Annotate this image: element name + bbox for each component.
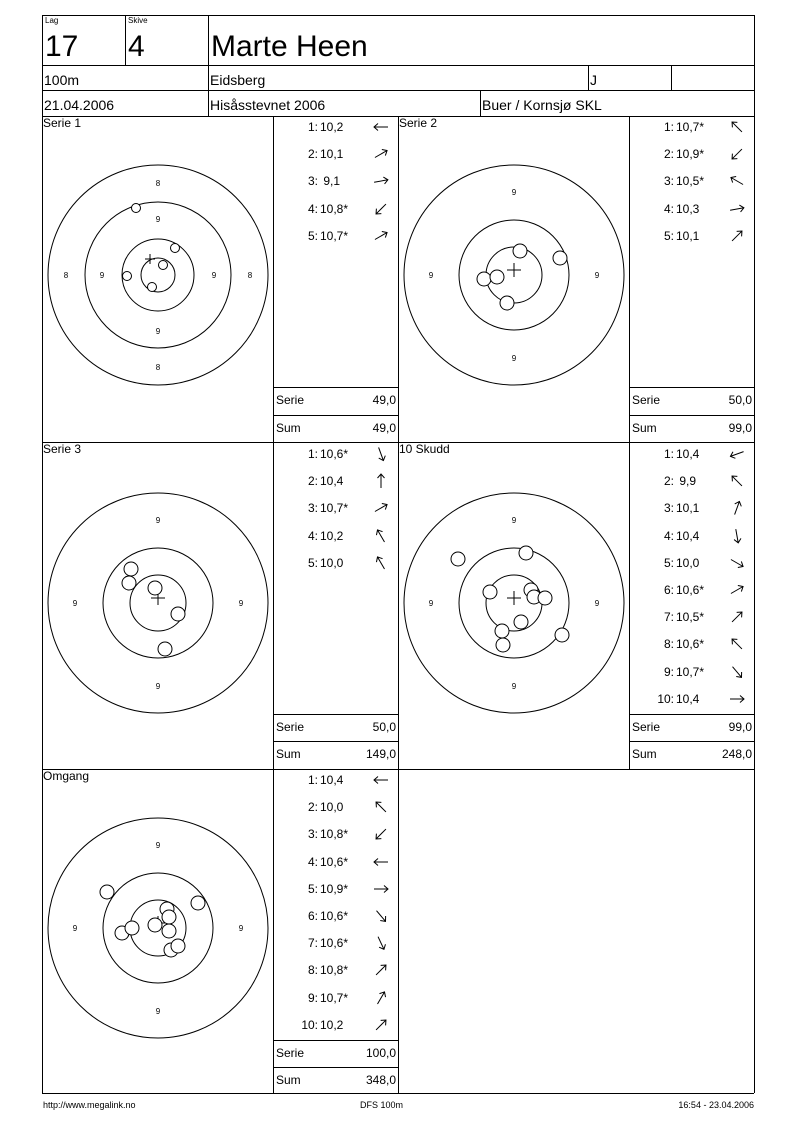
direction-arrow-icon — [728, 445, 746, 463]
shot-row — [273, 961, 398, 979]
direction-arrow-icon — [372, 499, 390, 517]
shot-direction — [372, 118, 390, 139]
shot-row — [629, 227, 754, 245]
ring-number-label: 9 — [511, 188, 517, 197]
shot-impact — [496, 638, 510, 652]
shot-value: 9,1 — [320, 174, 341, 189]
lag-value: 17 — [45, 30, 79, 63]
shot-impact — [514, 615, 528, 629]
direction-arrow-icon — [728, 690, 746, 708]
shot-impact — [125, 921, 139, 935]
shot-row — [629, 663, 754, 681]
shot-row — [629, 581, 754, 599]
shot-row — [273, 118, 398, 136]
ring-number-label: 9 — [155, 215, 161, 224]
ring-number-label: 9 — [155, 516, 161, 525]
panel-title: 10 Skudd — [399, 442, 450, 456]
shot-value: 10,6* — [320, 854, 349, 869]
serie-value: 50,0 — [372, 720, 396, 734]
ring-number-label: 9 — [594, 599, 600, 608]
footer-center: DFS 100m — [360, 1100, 404, 1110]
shot-value: 10,0 — [320, 800, 344, 815]
shot-value: 10,3 — [676, 201, 700, 216]
shot-value: 10,4 — [676, 447, 700, 461]
ring-number-label: 9 — [511, 354, 517, 363]
target-ring — [141, 258, 175, 292]
ring-number-label: 8 — [155, 179, 161, 188]
ring-number-label: 9 — [72, 599, 78, 608]
ring-number-label: 8 — [63, 271, 69, 280]
shot-value: 10,4 — [320, 773, 344, 787]
shot-row — [629, 635, 754, 653]
sum-value: 49,0 — [372, 421, 396, 435]
shot-direction — [728, 118, 746, 139]
direction-arrow-icon — [728, 172, 746, 190]
shot-direction — [372, 527, 390, 548]
shot-value: 10,2 — [320, 120, 344, 134]
shot-value: 10,6* — [320, 936, 349, 951]
shot-direction — [372, 989, 390, 1010]
shot-value: 10,4 — [676, 691, 700, 706]
shot-row — [629, 499, 754, 517]
direction-arrow-icon — [372, 472, 390, 490]
serie-label: Serie — [632, 393, 661, 407]
shot-direction — [728, 663, 746, 684]
shot-impact — [159, 261, 168, 270]
class: J — [590, 72, 597, 88]
ring-number-label: 9 — [211, 271, 217, 280]
ring-number-label: 9 — [428, 271, 434, 280]
sum-label: Sum — [276, 421, 301, 435]
direction-arrow-icon — [728, 145, 746, 163]
shot-value: 10,6* — [676, 583, 705, 597]
lag-label: Lag — [45, 16, 59, 25]
club: Eidsberg — [210, 72, 266, 88]
shot-row — [629, 200, 754, 218]
shot-direction — [728, 445, 746, 466]
footer-timestamp: 16:54 - 23.04.2006 — [678, 1100, 754, 1110]
shot-direction — [372, 499, 390, 520]
shot-number: 3: — [307, 501, 318, 516]
shot-value: 10,2 — [320, 1017, 344, 1032]
sum-value: 149,0 — [365, 747, 396, 761]
venue: Buer / Kornsjø SKL — [482, 97, 602, 113]
shot-number: 5: — [307, 881, 318, 896]
shot-number: 5: — [663, 228, 674, 243]
shot-value: 10,4 — [320, 474, 344, 489]
direction-arrow-icon — [372, 1016, 390, 1034]
sum-value: 348,0 — [365, 1073, 396, 1087]
shot-row — [273, 771, 398, 789]
shot-row — [629, 690, 754, 708]
shot-value: 10,7* — [320, 990, 349, 1005]
shot-row — [273, 825, 398, 843]
shot-direction — [728, 172, 746, 193]
direction-arrow-icon — [372, 118, 390, 136]
shot-direction — [372, 1016, 390, 1037]
ring-number-label: 9 — [238, 924, 244, 933]
shot-row — [273, 880, 398, 898]
ring-number-label: 9 — [594, 271, 600, 280]
shot-impact — [132, 204, 141, 213]
shot-impact — [483, 585, 497, 599]
direction-arrow-icon — [728, 118, 746, 136]
shot-row — [273, 200, 398, 218]
shot-number: 3: — [307, 174, 318, 189]
shot-number: 2: — [307, 474, 318, 489]
shot-number: 2: — [663, 474, 674, 489]
shot-direction — [372, 554, 390, 575]
direction-arrow-icon — [728, 635, 746, 653]
serie-value: 99,0 — [728, 720, 752, 734]
skive-value: 4 — [128, 30, 145, 63]
shot-value: 10,6* — [320, 909, 349, 923]
shot-number: 10: — [657, 691, 674, 706]
shot-impact — [191, 896, 205, 910]
shot-number: 1: — [307, 447, 318, 461]
serie-label: Serie — [632, 720, 661, 734]
direction-arrow-icon — [728, 527, 746, 545]
serie-value: 50,0 — [728, 393, 752, 407]
direction-arrow-icon — [372, 934, 390, 952]
shot-direction — [728, 527, 746, 548]
shot-number: 2: — [307, 800, 318, 815]
shot-number: 4: — [307, 854, 318, 869]
shot-impact — [477, 272, 491, 286]
shot-number: 4: — [663, 528, 674, 543]
shot-value: 10,8* — [320, 201, 349, 216]
shot-impact — [171, 939, 185, 953]
shot-value: 10,9* — [320, 881, 349, 896]
direction-arrow-icon — [728, 227, 746, 245]
shot-direction — [728, 472, 746, 493]
shot-direction — [728, 554, 746, 575]
shot-direction — [372, 934, 390, 955]
shot-number: 8: — [663, 637, 674, 652]
shot-row — [629, 145, 754, 163]
shot-impact — [162, 924, 176, 938]
sum-label: Sum — [276, 747, 301, 761]
shot-impact — [495, 624, 509, 638]
sum-value: 99,0 — [728, 421, 752, 435]
shot-number: 1: — [307, 120, 318, 134]
direction-arrow-icon — [728, 663, 746, 681]
shot-number: 4: — [307, 201, 318, 216]
shot-number: 1: — [307, 773, 318, 787]
shot-direction — [372, 172, 390, 193]
shot-number: 3: — [663, 501, 674, 516]
ring-number-label: 9 — [155, 1007, 161, 1016]
distance: 100m — [44, 72, 80, 88]
target-ring — [48, 165, 268, 385]
shot-direction — [372, 200, 390, 221]
shot-number: 10: — [301, 1017, 318, 1032]
direction-arrow-icon — [372, 445, 390, 463]
shot-impact — [123, 272, 132, 281]
center-cross — [507, 591, 521, 605]
shot-row — [273, 989, 398, 1007]
shot-value: 10,1 — [676, 501, 700, 516]
shot-direction — [728, 145, 746, 166]
skive-label: Skive — [128, 16, 148, 25]
shot-impact — [148, 283, 157, 292]
ring-number-label: 9 — [155, 841, 161, 850]
shot-impact — [148, 918, 162, 932]
target-diagram — [43, 488, 273, 718]
direction-arrow-icon — [372, 880, 390, 898]
direction-arrow-icon — [372, 771, 390, 789]
shot-number: 7: — [307, 936, 318, 951]
shot-number: 6: — [307, 909, 318, 923]
shot-row — [629, 172, 754, 190]
shot-value: 10,7* — [320, 228, 349, 243]
direction-arrow-icon — [372, 798, 390, 816]
shot-row — [273, 798, 398, 816]
footer-url: http://www.megalink.no — [43, 1100, 136, 1110]
shot-row — [629, 608, 754, 626]
event: Hisåsstevnet 2006 — [210, 97, 326, 113]
ring-number-label: 9 — [155, 682, 161, 691]
sum-label: Sum — [276, 1073, 301, 1087]
shot-direction — [372, 825, 390, 846]
direction-arrow-icon — [728, 499, 746, 517]
shot-value: 10,8* — [320, 963, 349, 978]
direction-arrow-icon — [728, 200, 746, 218]
direction-arrow-icon — [372, 853, 390, 871]
direction-arrow-icon — [372, 227, 390, 245]
shot-number: 1: — [663, 120, 674, 134]
sum-label: Sum — [632, 747, 657, 761]
shot-value: 10,2 — [320, 528, 344, 543]
shot-value: 10,5* — [676, 610, 705, 625]
shot-direction — [728, 200, 746, 221]
shot-row — [273, 499, 398, 517]
shot-value: 9,9 — [676, 474, 697, 489]
shot-row — [273, 145, 398, 163]
panel-title: Serie 3 — [43, 442, 82, 456]
ring-number-label: 9 — [99, 271, 105, 280]
shot-number: 9: — [307, 990, 318, 1005]
shot-direction — [372, 771, 390, 792]
target-ring — [122, 239, 194, 311]
target-diagram — [43, 160, 273, 390]
shot-direction — [372, 880, 390, 901]
shot-row — [273, 934, 398, 952]
center-cross — [507, 263, 521, 277]
ring-number-label: 9 — [511, 516, 517, 525]
shot-number: 4: — [307, 528, 318, 543]
shot-number: 2: — [663, 147, 674, 162]
serie-value: 49,0 — [372, 393, 396, 407]
shot-row — [273, 554, 398, 572]
shot-impact — [538, 591, 552, 605]
direction-arrow-icon — [372, 527, 390, 545]
shot-impact — [513, 244, 527, 258]
shot-row — [273, 472, 398, 490]
direction-arrow-icon — [372, 200, 390, 218]
shot-row — [273, 445, 398, 463]
shot-row — [629, 527, 754, 545]
shot-direction — [728, 581, 746, 602]
shot-number: 5: — [663, 555, 674, 570]
serie-label: Serie — [276, 1046, 305, 1060]
shot-direction — [372, 445, 390, 466]
shot-impact — [553, 251, 567, 265]
direction-arrow-icon — [728, 608, 746, 626]
shot-impact — [122, 576, 136, 590]
shot-impact — [451, 552, 465, 566]
ring-number-label: 9 — [72, 924, 78, 933]
shot-value: 10,7* — [676, 120, 705, 134]
shot-value: 10,6* — [676, 637, 705, 652]
shot-row — [273, 1016, 398, 1034]
shot-row — [273, 227, 398, 245]
sum-label: Sum — [632, 421, 657, 435]
sum-value: 248,0 — [721, 747, 752, 761]
shot-number: 3: — [663, 174, 674, 189]
shot-impact — [171, 607, 185, 621]
shot-row — [629, 118, 754, 136]
shot-value: 10,6* — [320, 447, 349, 461]
target-diagram — [399, 160, 629, 390]
shot-value: 10,7* — [676, 664, 705, 679]
shot-number: 8: — [307, 963, 318, 978]
shot-value: 10,8* — [320, 827, 349, 842]
shot-direction — [372, 227, 390, 248]
direction-arrow-icon — [372, 825, 390, 843]
shot-direction — [728, 635, 746, 656]
shot-impact — [171, 244, 180, 253]
shot-value: 10,5* — [676, 174, 705, 189]
shot-direction — [372, 961, 390, 982]
shot-direction — [728, 499, 746, 520]
shot-value: 10,1 — [676, 228, 700, 243]
shot-row — [629, 554, 754, 572]
shot-direction — [372, 145, 390, 166]
shot-impact — [162, 910, 176, 924]
shot-row — [629, 472, 754, 490]
shot-row — [273, 527, 398, 545]
shot-impact — [148, 581, 162, 595]
ring-number-label: 9 — [428, 599, 434, 608]
shot-number: 9: — [663, 664, 674, 679]
ring-number-label: 8 — [155, 363, 161, 372]
shot-direction — [728, 227, 746, 248]
direction-arrow-icon — [372, 989, 390, 1007]
direction-arrow-icon — [372, 554, 390, 572]
shot-number: 6: — [663, 583, 674, 597]
ring-number-label: 9 — [238, 599, 244, 608]
shot-value: 10,7* — [320, 501, 349, 516]
shot-impact — [500, 296, 514, 310]
shot-direction — [372, 853, 390, 874]
direction-arrow-icon — [372, 172, 390, 190]
shot-value: 10,1 — [320, 147, 344, 162]
serie-label: Serie — [276, 393, 305, 407]
serie-value: 100,0 — [365, 1046, 396, 1060]
ring-number-label: 8 — [247, 271, 253, 280]
shot-number: 3: — [307, 827, 318, 842]
panel-title: Omgang — [43, 769, 90, 783]
target-diagram — [399, 488, 629, 718]
shot-direction — [372, 798, 390, 819]
shot-number: 1: — [663, 447, 674, 461]
direction-arrow-icon — [728, 472, 746, 490]
shot-direction — [372, 472, 390, 493]
shot-impact — [555, 628, 569, 642]
shot-impact — [100, 885, 114, 899]
shot-number: 4: — [663, 201, 674, 216]
shot-impact — [158, 642, 172, 656]
shot-row — [273, 907, 398, 925]
shooter-name: Marte Heen — [211, 30, 368, 63]
shot-value: 10,0 — [676, 555, 700, 570]
shot-number: 5: — [307, 555, 318, 570]
shot-direction — [728, 690, 746, 711]
serie-label: Serie — [276, 720, 305, 734]
shot-impact — [519, 546, 533, 560]
shot-value: 10,0 — [320, 555, 344, 570]
direction-arrow-icon — [728, 581, 746, 599]
shot-number: 5: — [307, 228, 318, 243]
direction-arrow-icon — [372, 961, 390, 979]
shot-number: 7: — [663, 610, 674, 625]
direction-arrow-icon — [372, 907, 390, 925]
shot-direction — [372, 907, 390, 928]
shot-row — [273, 172, 398, 190]
shot-direction — [728, 608, 746, 629]
shot-impact — [490, 270, 504, 284]
date: 21.04.2006 — [44, 97, 115, 113]
direction-arrow-icon — [372, 145, 390, 163]
shot-number: 2: — [307, 147, 318, 162]
shot-impact — [124, 562, 138, 576]
ring-number-label: 9 — [155, 327, 161, 336]
ring-number-label: 9 — [511, 682, 517, 691]
panel-title: Serie 2 — [399, 116, 438, 130]
shot-value: 10,9* — [676, 147, 705, 162]
shot-row — [629, 445, 754, 463]
panel-title: Serie 1 — [43, 116, 82, 130]
shot-row — [273, 853, 398, 871]
shot-value: 10,4 — [676, 528, 700, 543]
target-diagram — [43, 813, 273, 1043]
direction-arrow-icon — [728, 554, 746, 572]
